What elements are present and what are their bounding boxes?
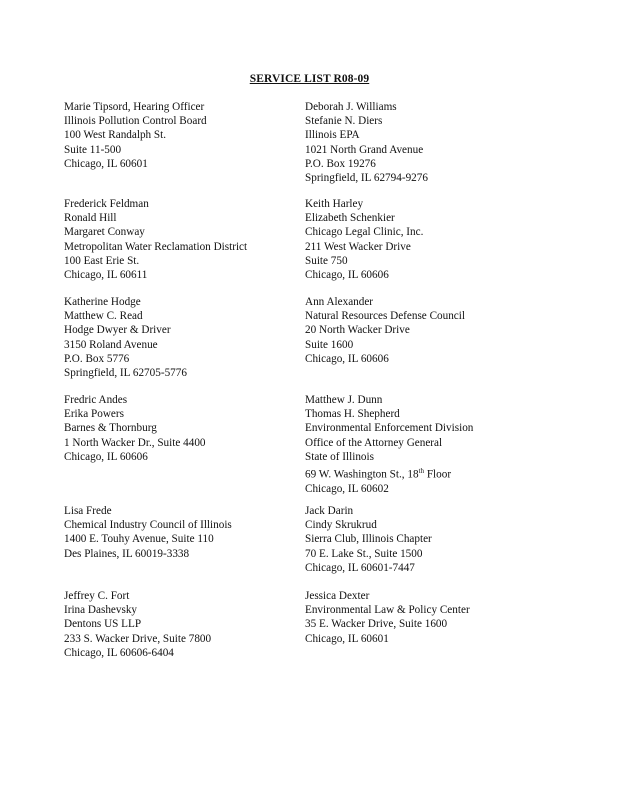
- entry-line: Marie Tipsord, Hearing Officer: [64, 101, 205, 113]
- entry-line: Jack Darin: [305, 505, 354, 517]
- entry-line: Keith Harley: [305, 198, 364, 210]
- entry-line: Irina Dashevsky: [64, 604, 138, 617]
- entry-line: Ronald Hill: [64, 212, 117, 225]
- service-entry: [305, 295, 545, 366]
- entry-line: Matthew J. Dunn: [305, 394, 383, 406]
- service-entry: [64, 100, 304, 171]
- entry-line: Chicago, IL 60606: [64, 450, 148, 463]
- entry-line: Katherine Hodge: [64, 296, 141, 308]
- service-entry: [64, 504, 304, 561]
- entry-line: Chicago, IL 60606-6404: [64, 646, 174, 659]
- entry-line: Illinois EPA: [305, 129, 360, 142]
- service-entry: [64, 393, 304, 464]
- entry-line: Jeffrey C. Fort: [64, 590, 130, 602]
- service-entry: [64, 295, 304, 380]
- entry-line: P.O. Box 5776: [64, 352, 130, 365]
- entry-line: Chicago, IL 60606: [305, 352, 389, 365]
- entry-line: Springfield, IL 62705-5776: [64, 367, 187, 380]
- entry-line: Sierra Club, Illinois Chapter: [305, 533, 432, 546]
- entry-line: Dentons US LLP: [64, 618, 142, 631]
- entry-line: Chicago, IL 60606: [305, 269, 389, 282]
- entry-line: Des Plaines, IL 60019-3338: [64, 547, 190, 560]
- entry-line: Environmental Law & Policy Center: [305, 604, 470, 617]
- entry-line: Thomas H. Shepherd: [305, 408, 400, 421]
- entry-line: 35 E. Wacker Drive, Suite 1600: [305, 618, 448, 631]
- entry-line: Hodge Dwyer & Driver: [64, 324, 171, 337]
- entry-line: Suite 11-500: [64, 143, 122, 156]
- entry-line: Chicago, IL 60601-7447: [305, 561, 415, 574]
- entry-line: Suite 750: [305, 254, 348, 267]
- entry-line: Barnes & Thornburg: [64, 422, 157, 435]
- entry-line: Environmental Enforcement Division: [305, 422, 474, 435]
- entry-line: Office of the Attorney General: [305, 436, 443, 449]
- entry-line: State of Illinois: [305, 450, 374, 463]
- entry-line: Stefanie N. Diers: [305, 115, 383, 128]
- entry-line: 211 West Wacker Drive: [305, 240, 411, 253]
- entry-line: 1021 North Grand Avenue: [305, 143, 424, 156]
- entry-line: 100 West Randalph St.: [64, 129, 167, 142]
- entry-line: Chicago, IL 60602: [305, 482, 389, 495]
- service-entry: [305, 393, 545, 496]
- service-entry: [64, 197, 304, 282]
- service-entry: [305, 504, 545, 575]
- entry-line: Chicago, IL 60601: [64, 157, 148, 170]
- entry-line: Elizabeth Schenkier: [305, 212, 395, 225]
- entry-line: Jessica Dexter: [305, 590, 370, 602]
- address-prefix: 69 W. Washington St., 18: [305, 468, 419, 481]
- entry-line: 100 East Erie St.: [64, 254, 140, 267]
- entry-line: Lisa Frede: [64, 505, 112, 517]
- entry-line: Frederick Feldman: [64, 198, 149, 210]
- service-entry: [305, 589, 545, 646]
- entry-line: Suite 1600: [305, 338, 354, 351]
- entry-line: Erika Powers: [64, 408, 124, 421]
- entry-line: 3150 Roland Avenue: [64, 338, 158, 351]
- entry-line: 233 S. Wacker Drive, Suite 7800: [64, 632, 212, 645]
- service-entry: [64, 589, 304, 660]
- service-entry: [305, 100, 545, 185]
- entry-line: Chicago, IL 60611: [64, 269, 148, 282]
- entry-line: Chemical Industry Council of Illinois: [64, 519, 232, 532]
- entry-line: Metropolitan Water Reclamation District: [64, 240, 248, 253]
- entry-line: Illinois Pollution Control Board: [64, 115, 207, 128]
- entry-line: P.O. Box 19276: [305, 157, 376, 170]
- entry-line: Natural Resources Defense Council: [305, 310, 465, 323]
- page-title: SERVICE LIST R08-09: [249, 73, 370, 85]
- entry-line: 20 North Wacker Drive: [305, 324, 410, 337]
- entry-address-line: [305, 464, 545, 482]
- entry-line: 1400 E. Touhy Avenue, Suite 110: [64, 533, 214, 546]
- address-suffix: Floor: [424, 468, 452, 481]
- entry-line: Fredric Andes: [64, 394, 128, 406]
- entry-line: 70 E. Lake St., Suite 1500: [305, 547, 423, 560]
- entry-line: 1 North Wacker Dr., Suite 4400: [64, 436, 206, 449]
- ordinal-suffix: th: [418, 467, 425, 476]
- entry-line: Chicago Legal Clinic, Inc.: [305, 226, 424, 239]
- service-entry: [305, 197, 545, 282]
- entry-line: Matthew C. Read: [64, 310, 143, 323]
- entry-line: Springfield, IL 62794-9276: [305, 172, 428, 185]
- entry-line: Deborah J. Williams: [305, 101, 397, 113]
- entry-line: Chicago, IL 60601: [305, 632, 389, 645]
- entry-line: Cindy Skrukrud: [305, 519, 377, 532]
- entry-line: Ann Alexander: [305, 296, 374, 308]
- entry-line: Margaret Conway: [64, 226, 145, 239]
